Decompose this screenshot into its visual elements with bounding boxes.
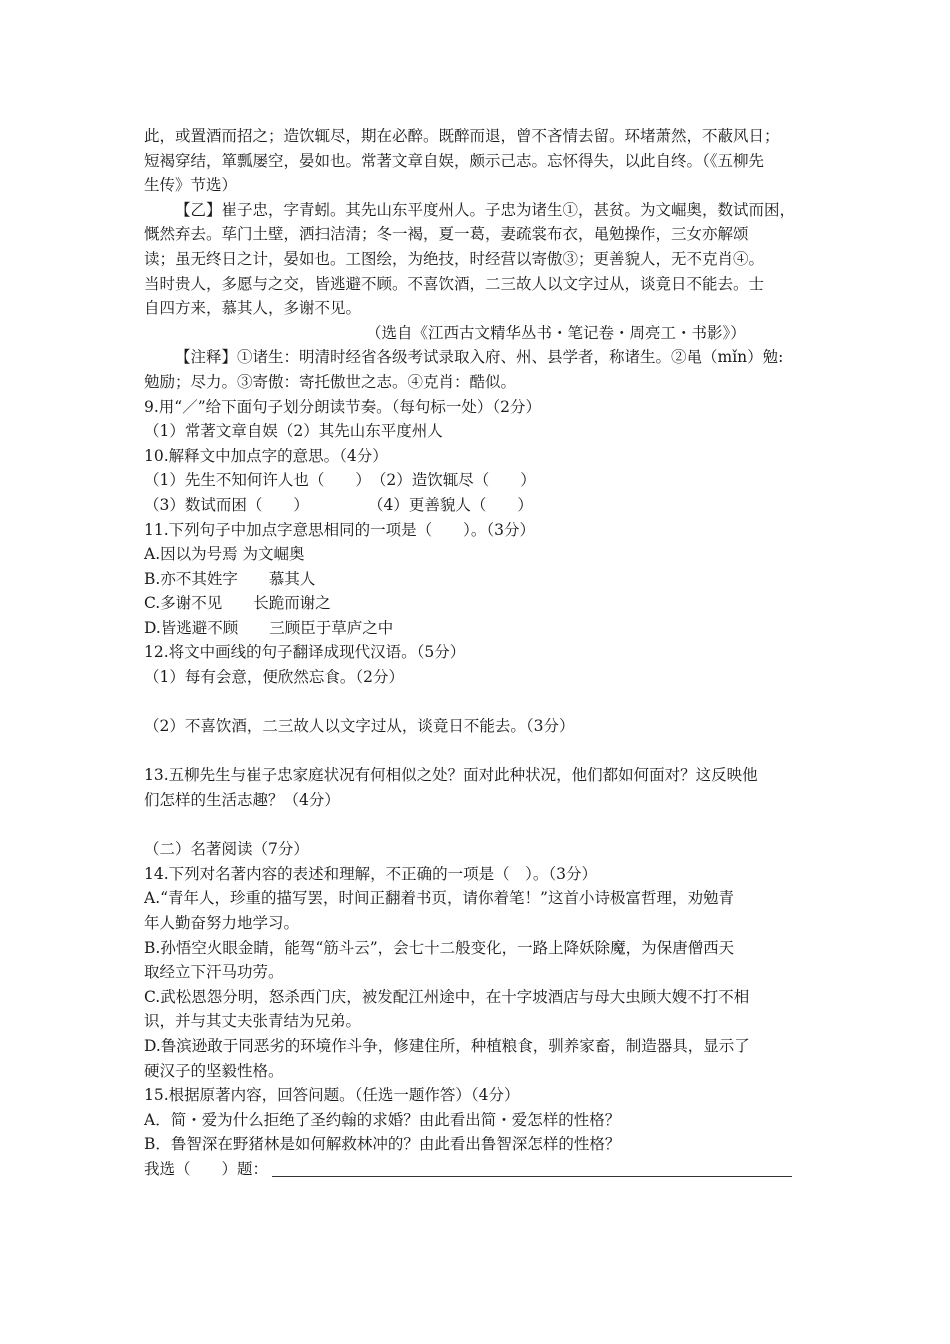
- question-9-item: （1）常著文章自娱（2）其先山东平度州人: [144, 422, 443, 441]
- question-15-option-b: B．鲁智深在野猪林是如何解救林冲的？由此看出鲁智深怎样的性格？: [144, 1135, 621, 1154]
- question-14-option-b-cont: 取经立下汗马功劳。: [144, 963, 284, 982]
- question-14-title: 14.下列对名著内容的表述和理解，不正确的一项是（ ）。（3分）: [144, 864, 598, 883]
- passage-b-line: 自四方来，慕其人，多谢不见。: [144, 299, 362, 318]
- question-14-option-d: D.鲁滨逊敢于同恶劣的环境作斗争，修建住所，种植粮食，驯养家畜，制造器具，显示了: [144, 1036, 750, 1055]
- answer-line[interactable]: [272, 1175, 792, 1177]
- question-9-title: 9.用“／”给下面句子划分朗读节奏。（每句标一处）（2分）: [144, 397, 542, 416]
- passage-b-line: 慨然弃去。荜门土壁，洒扫洁清；冬一褐，夏一葛，妻疏裳布衣，黾勉操作，三女亦解颂: [144, 225, 749, 244]
- question-10-item: （3）数试而困（ ） （4）更善貌人（ ）: [144, 495, 533, 514]
- question-14-option-a-cont: 年人勤奋努力地学习。: [144, 914, 300, 932]
- question-15-answer-row: [144, 1157, 814, 1182]
- question-10-item: （1）先生不知何许人也（ ） （2）造饮辄尽（ ）: [144, 471, 536, 490]
- passage-a-line: 生传》节选）: [144, 176, 238, 195]
- answer-space: [144, 690, 814, 715]
- question-14-option-c-cont: 识，并与其丈夫张青结为兄弟。: [144, 1012, 362, 1031]
- question-11-option-d: D.皆逃避不顾 三顾臣于草庐之中: [144, 618, 394, 637]
- question-15-choice-label: 我选（ ）题：: [144, 1159, 269, 1178]
- question-12-item: （1）每有会意，便欣然忘食。（2分）: [144, 668, 404, 687]
- passage-b-source: （选自《江西古文精华丛书・笔记卷・周亮工・书影》）: [366, 323, 746, 342]
- question-14-option-d-cont: 硬汉子的坚毅性格。: [144, 1061, 284, 1080]
- notes-line: 勉励；尽力。③寄傲：寄托傲世之志。④克肖：酷似。: [144, 372, 517, 391]
- question-10-title: 10.解释文中加点字的意思。（4分）: [144, 446, 388, 465]
- passage-a-line: 短褐穿结，箪瓢屡空，晏如也。常著文章自娱，颇示己志。忘怀得失，以此自终。（《五柳先: [144, 151, 765, 170]
- section-2-heading: （二）名著阅读（7分）: [144, 840, 309, 859]
- passage-b-line: 【乙】崔子忠，字青蚓。其先山东平度州人。子忠为诸生①，甚贫。为文崛奥，数试而困，: [175, 200, 796, 219]
- question-11-option-b: B.亦不其姓字 慕其人: [144, 569, 316, 588]
- question-12-item: （2）不喜饮酒，二三故人以文字过从，谈竟日不能去。（3分）: [144, 717, 575, 736]
- answer-space: [144, 813, 814, 838]
- question-11-title: 11.下列句子中加点字意思相同的一项是（ ）。（3分）: [144, 520, 536, 539]
- question-11-option-c: C.多谢不见 长跪而谢之: [144, 594, 331, 613]
- question-12-title: 12.将文中画线的句子翻译成现代汉语。（5分）: [144, 643, 466, 662]
- question-14-option-b: B.孙悟空火眼金睛，能驾“筋斗云”，会七十二般变化，一路上降妖除魔，为保唐僧西天: [144, 938, 735, 957]
- question-15-title: 15.根据原著内容，回答问题。（任选一题作答）（4分）: [144, 1086, 520, 1105]
- passage-b-line: 当时贵人，多愿与之交，皆逃避不顾。不喜饮酒，二三故人以文字过从，谈竟日不能去。士: [144, 274, 765, 293]
- notes-line: 【注释】①诸生：明清时经省各级考试录取入府、州、县学者，称诸生。②黾（mǐn）勉:: [175, 348, 784, 367]
- answer-space: [144, 739, 814, 764]
- question-11-option-a: A.因以为号焉 为文崛奥: [144, 545, 305, 564]
- passage-a-line: 此，或置酒而招之；造饮辄尽，期在必醉。既醉而退，曾不吝情去留。环堵萧然，不蔽风日；: [144, 127, 780, 145]
- document-content: [144, 124, 814, 1182]
- question-13-title-cont: 们怎样的生活志趣？（4分）: [144, 791, 340, 810]
- question-14-option-c: C.武松恩怨分明，怒杀西门庆，被发配江州途中，在十字坡酒店与母大虫顾大嫂不打不相: [144, 987, 750, 1006]
- question-14-option-a: A.“青年人，珍重的描写罢，时间正翻着书页，请你着笔！”这首小诗极富哲理，劝勉青: [144, 889, 734, 908]
- question-13-title: 13.五柳先生与崔子忠家庭状况有何相似之处？面对此种状况，他们都如何面对？这反映他: [144, 766, 758, 785]
- question-15-option-a: A．简・爱为什么拒绝了圣约翰的求婚？由此看出简・爱怎样的性格？: [144, 1110, 621, 1129]
- passage-b-line: 读；虽无终日之计，晏如也。工图绘，为绝技，时经营以寄傲③；更善貌人，无不克肖④。: [144, 249, 765, 268]
